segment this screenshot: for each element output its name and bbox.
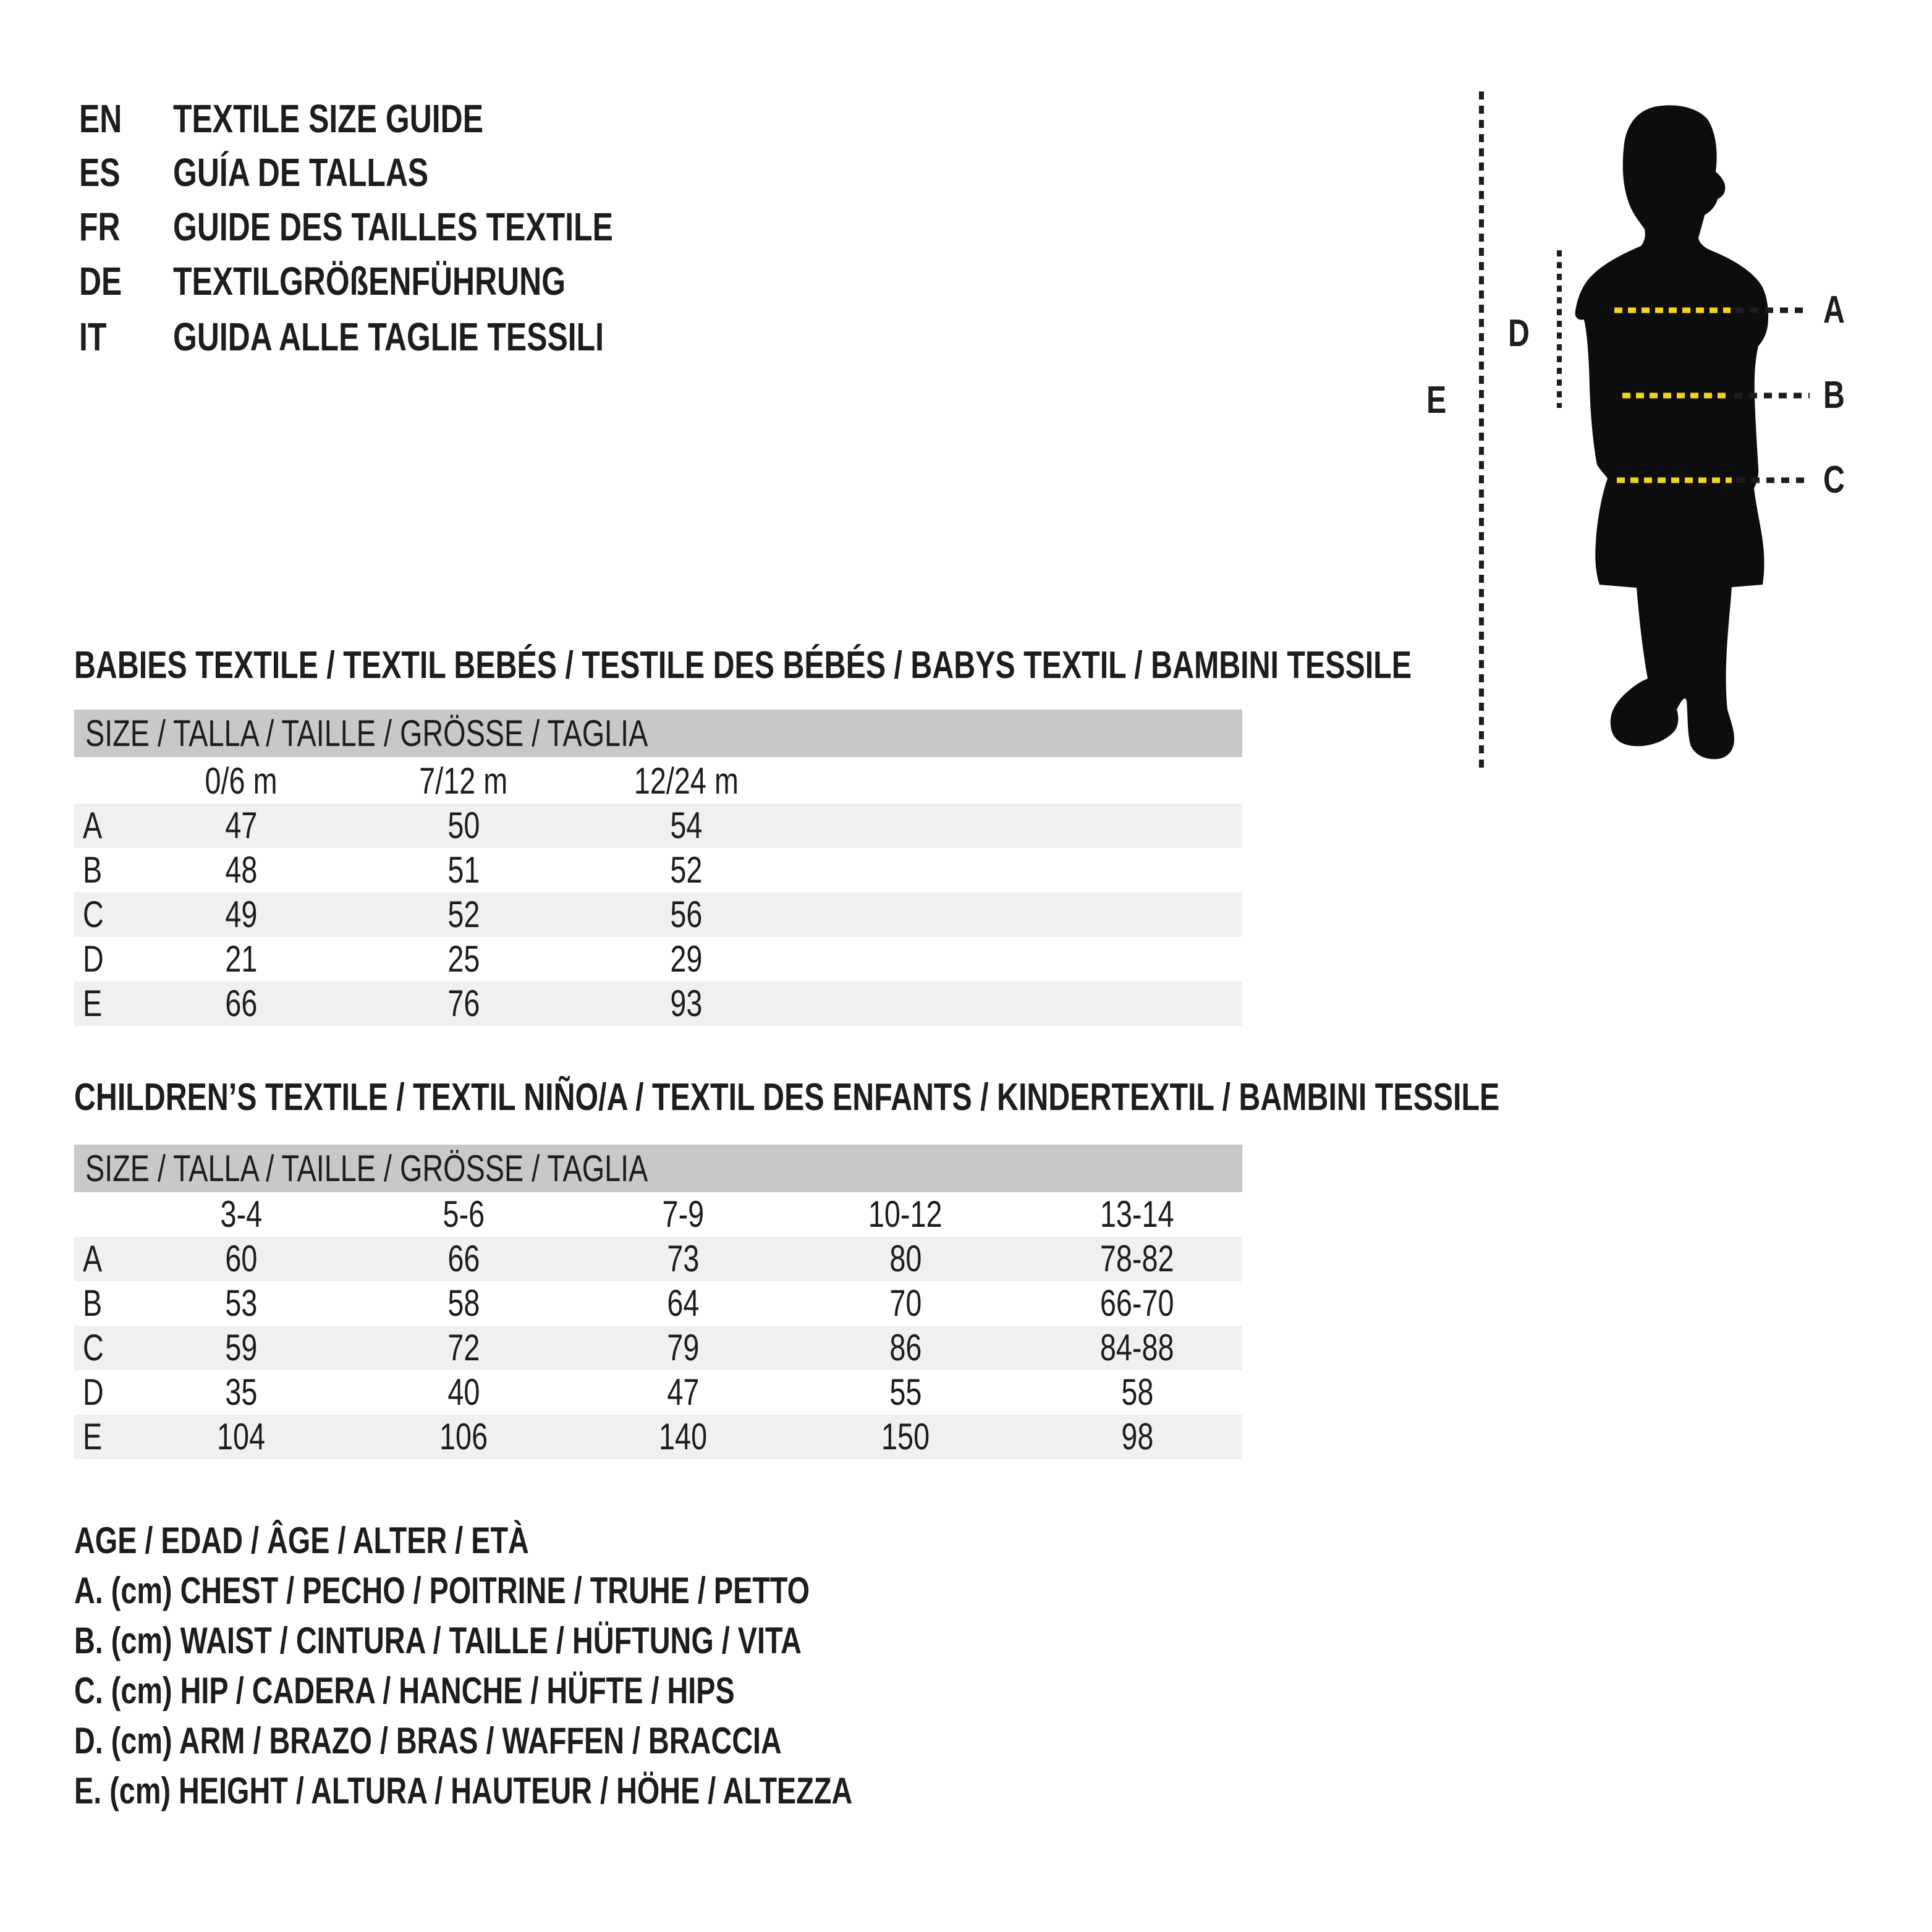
- figure-label-arm: D: [1508, 312, 1530, 355]
- table-value: 84-88: [1100, 1327, 1174, 1368]
- table-value: 93: [669, 983, 703, 1024]
- table-value: 40: [447, 1371, 480, 1413]
- table-value: 51: [447, 849, 480, 891]
- table-value: 48: [224, 849, 258, 891]
- language-code: IT: [79, 315, 107, 359]
- children-size-header-label: SIZE / TALLA / TAILLE / GRÖSSE / TAGLIA: [85, 1148, 648, 1189]
- row-label: B: [83, 849, 103, 891]
- language-title: GUIDA ALLE TAGLIE TESSILI: [173, 315, 604, 359]
- babies-table-row-a: [74, 803, 1242, 848]
- table-value: 47: [666, 1371, 700, 1413]
- row-label: A: [83, 805, 103, 846]
- table-value: 60: [224, 1238, 258, 1279]
- table-value: 56: [669, 894, 703, 935]
- babies-table-row-c: [74, 892, 1242, 937]
- language-code: DE: [79, 259, 122, 303]
- row-label: A: [83, 1238, 103, 1279]
- legend-line-waist: B. (cm) WAIST / CINTURA / TAILLE / HÜFTUNG / VITA: [74, 1620, 802, 1661]
- children-column-header: 7-9: [662, 1193, 704, 1235]
- table-value: 58: [447, 1282, 480, 1324]
- language-title: GUIDE DES TAILLES TEXTILE: [173, 205, 613, 249]
- babies-table-row-b: [74, 848, 1242, 892]
- table-value: 25: [447, 938, 480, 980]
- babies-column-header: 12/24 m: [633, 760, 739, 802]
- babies-size-header-bar: [74, 710, 1242, 757]
- language-code: ES: [79, 150, 121, 195]
- babies-table-row-d: [74, 937, 1242, 981]
- table-value: 140: [658, 1416, 708, 1457]
- table-value: 150: [881, 1416, 930, 1457]
- babies-table-row-e: [74, 981, 1242, 1026]
- row-label: D: [83, 1371, 104, 1413]
- legend-line-age: AGE / EDAD / ÂGE / ALTER / ETÀ: [74, 1520, 529, 1561]
- children-size-header-bar: [74, 1145, 1242, 1192]
- table-value: 104: [216, 1416, 266, 1457]
- babies-column-header: 0/6 m: [205, 760, 278, 802]
- language-code: EN: [79, 96, 122, 141]
- row-label: E: [83, 1416, 103, 1457]
- figure-label-waist: B: [1823, 374, 1845, 417]
- children-column-header-row: [74, 1192, 1242, 1237]
- children-column-header: 10-12: [868, 1193, 943, 1235]
- table-value: 76: [447, 983, 480, 1024]
- table-value: 66: [447, 1238, 480, 1279]
- figure-label-hip: C: [1823, 459, 1845, 501]
- children-column-header: 5-6: [443, 1193, 485, 1235]
- table-value: 35: [224, 1371, 258, 1413]
- table-value: 55: [889, 1371, 922, 1413]
- legend-line-chest: A. (cm) CHEST / PECHO / POITRINE / TRUHE / PETTO: [74, 1570, 810, 1611]
- children-table-row-e: [74, 1415, 1242, 1459]
- language-code: FR: [79, 205, 121, 249]
- children-table-row-a: [74, 1237, 1242, 1281]
- language-title: TEXTILE SIZE GUIDE: [173, 96, 484, 141]
- table-value: 70: [889, 1282, 922, 1324]
- children-column-header: 13-14: [1100, 1193, 1174, 1235]
- table-value: 79: [666, 1327, 700, 1368]
- table-value: 78-82: [1100, 1238, 1174, 1279]
- table-value: 66: [224, 983, 258, 1024]
- legend-line-arm: D. (cm) ARM / BRAZO / BRAS / WAFFEN / BRACCIA: [74, 1720, 782, 1761]
- children-table-row-c: [74, 1326, 1242, 1370]
- table-value: 53: [224, 1282, 258, 1324]
- babies-section-heading: BABIES TEXTILE / TEXTIL BEBÉS / TESTILE DES BÉBÉS / BABYS TEXTIL / BAMBINI TESSILE: [74, 644, 1412, 687]
- table-value: 58: [1121, 1371, 1154, 1413]
- babies-column-header-row: [74, 759, 1242, 803]
- table-value: 66-70: [1100, 1282, 1174, 1324]
- children-section-heading: CHILDREN’S TEXTILE / TEXTIL NIÑO/A / TEXTIL DES ENFANTS / KINDERTEXTIL / BAMBINI TESSILE: [74, 1076, 1500, 1119]
- legend-line-hip: C. (cm) HIP / CADERA / HANCHE / HÜFTE / HIPS: [74, 1670, 735, 1711]
- language-title: GUÍA DE TALLAS: [173, 150, 429, 195]
- figure-label-height: E: [1426, 379, 1447, 422]
- babies-size-header-label: SIZE / TALLA / TAILLE / GRÖSSE / TAGLIA: [85, 713, 648, 754]
- row-label: C: [83, 894, 104, 935]
- table-value: 29: [669, 938, 703, 980]
- children-table-row-d: [74, 1370, 1242, 1415]
- babies-column-header: 7/12 m: [419, 760, 508, 802]
- table-value: 50: [447, 805, 480, 846]
- figure-label-chest: A: [1823, 289, 1845, 331]
- children-column-header: 3-4: [220, 1193, 262, 1235]
- table-value: 98: [1121, 1416, 1154, 1457]
- row-label: C: [83, 1327, 104, 1368]
- table-value: 47: [224, 805, 258, 846]
- table-value: 54: [669, 805, 703, 846]
- legend-line-height: E. (cm) HEIGHT / ALTURA / HAUTEUR / HÖHE / ALTEZZA: [74, 1770, 853, 1811]
- table-value: 73: [666, 1238, 700, 1279]
- table-value: 106: [439, 1416, 488, 1457]
- table-value: 59: [224, 1327, 258, 1368]
- table-value: 52: [669, 849, 703, 891]
- row-label: E: [83, 983, 103, 1024]
- table-value: 21: [224, 938, 258, 980]
- language-title: TEXTILGRÖßENFÜHRUNG: [173, 259, 566, 303]
- row-label: B: [83, 1282, 103, 1324]
- table-value: 80: [889, 1238, 922, 1279]
- table-value: 49: [224, 894, 258, 935]
- table-value: 72: [447, 1327, 480, 1368]
- row-label: D: [83, 938, 104, 980]
- table-value: 64: [666, 1282, 700, 1324]
- table-value: 86: [889, 1327, 922, 1368]
- table-value: 52: [447, 894, 480, 935]
- children-table-row-b: [74, 1281, 1242, 1326]
